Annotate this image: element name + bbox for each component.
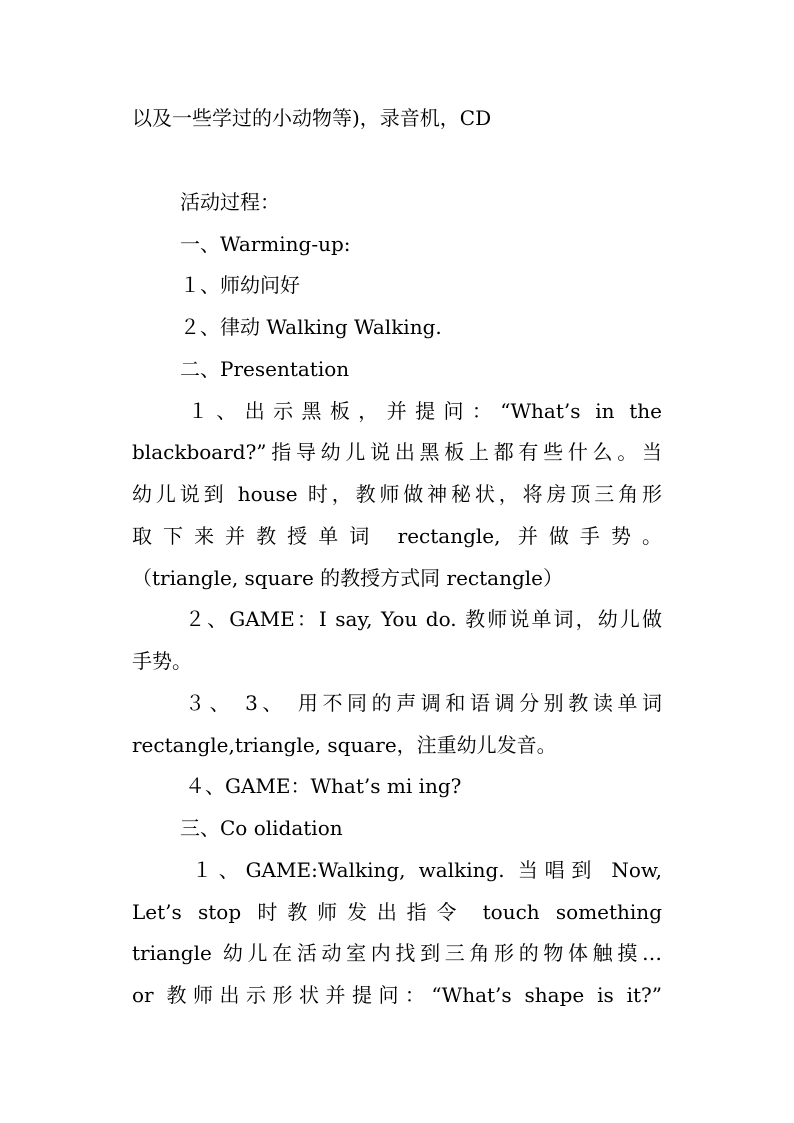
text-line-house: 幼儿说到 house 时，教师做神秘状，将房顶三角形 [132, 482, 662, 506]
text-line-triangle-touch: triangle 幼儿在活动室内找到三角形的物体触摸… [132, 941, 662, 965]
text-line-game-walking: １、GAME:Walking, walking. 当唱到 Now, [192, 858, 662, 882]
text-line-consolidation: 三、Co olidation [180, 816, 343, 840]
text-line-rectangle: 取下来并教授单词 rectangle, 并做手势。 [132, 524, 662, 548]
text-line-materials: 以及一些学过的小动物等)，录音机，CD [132, 106, 492, 130]
text-line-game-i-say: ２、GAME：I say, You do. 教师说单词，幼儿做 [185, 607, 662, 631]
text-line-gesture: 手势。 [132, 649, 192, 673]
text-line-warming-up: 一、Warming-up: [180, 232, 351, 256]
text-line-tones: ３、 3、 用不同的声调和语调分别教读单词 [185, 691, 662, 715]
text-line-game-missing: ４、GAME：What’s mi ing? [185, 774, 462, 798]
text-line-greeting: １、师幼问好 [180, 273, 300, 297]
text-line-lets-stop: Let’s stop 时教师发出指令 touch something [132, 900, 662, 924]
text-line-rhythm: ２、律动 Walking Walking. [180, 315, 442, 339]
text-line-pronunciation: rectangle,triangle, square，注重幼儿发音。 [132, 733, 557, 757]
text-line-triangle-square: （triangle, square 的教授方式同 rectangle） [132, 566, 564, 590]
text-line-blackboard-question: １、出示黑板，并提问：“What’s in the [188, 399, 662, 423]
text-line-process-heading: 活动过程： [180, 190, 280, 214]
text-line-blackboard-guide: blackboard?”指导幼儿说出黑板上都有些什么。当 [132, 440, 662, 464]
text-line-shape-question: or 教师出示形状并提问：“What’s shape is it?” [132, 983, 662, 1007]
text-line-presentation: 二、Presentation [180, 357, 350, 381]
